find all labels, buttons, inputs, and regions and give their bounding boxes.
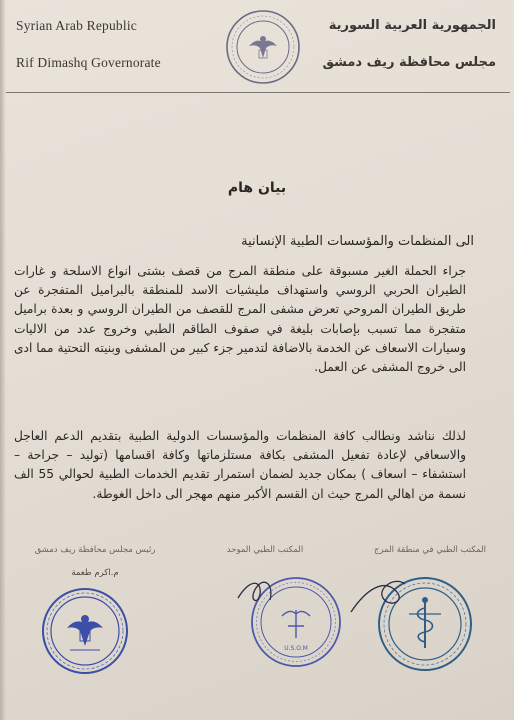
unified-medical-office-stamp: [230, 560, 345, 675]
signature-name-governorate-head: م.اكرم طعمة: [71, 568, 119, 578]
header-ar-line2: مجلس محافظة ريف دمشق: [322, 55, 496, 70]
signature-title-unified-medical-office: المكتب الطبي الموحد: [226, 545, 304, 555]
marj-medical-office-stamp: [345, 548, 475, 678]
body-paragraph-2: لذلك نناشد ونطالب كافة المنظمات والمؤسسات الدولية الطبية بتقديم الدعم العاجل والاسعافي لإعادة تفعيل المشفى بكافة مستلزماتها وكافة اقسامها (توليد – جراحة – استشفاء – اسعاف ) بمكان جديد لضمان استمرار تقديم الخدمات الطبية لحوالي 55 الف نسمة من اهالي المرج حيث ان القسم الأكبر منهم مهجر الى داخل الغوطة.: [14, 429, 466, 501]
governorate-council-stamp: [40, 586, 130, 676]
signature-title-governorate-head: رئيس مجلس محافظة ريف دمشق: [34, 545, 156, 555]
governorate-emblem-seal: [224, 8, 302, 86]
header-divider: [6, 92, 510, 93]
page-edge-shadow: [0, 0, 6, 720]
svg-text:U.S.O.M: U.S.O.M: [284, 645, 308, 652]
document-title: بيان هام: [227, 180, 287, 196]
header-en-line2: Rif Dimashq Governorate: [16, 55, 161, 70]
addressee-line: الى المنظمات والمؤسسات الطبية الإنسانية: [241, 234, 474, 249]
signature-title-marj-medical-office: المكتب الطبي في منطقة المرج: [374, 545, 486, 555]
header-en-line1: Syrian Arab Republic: [16, 18, 137, 33]
body-paragraph-1: جراء الحملة الغير مسبوقة على منطقة المرج من قصف بشتى انواع الاسلحة و غارات الطيران الحربي الروسي واستهداف مليشيات الاسد للمنطقة بالبراميل المتفجرة عن طريق الطيران المروحي تعرض مشفى المرج للقصف من الطيران الروسي و بعدة براميل متفجرة مما تسبب بإصابات بليغة في صفوف الطاقم الطبي وخروج عدد من الاليات وسيارات الاسعاف عن الخدمة بالاضافة لتدمير جزء كبير من المشفى وبنيته التحتية مما ادى الى خروج المشفى عن العمل.: [14, 264, 466, 375]
header-ar-line1: الجمهورية العربية السورية: [328, 18, 496, 33]
